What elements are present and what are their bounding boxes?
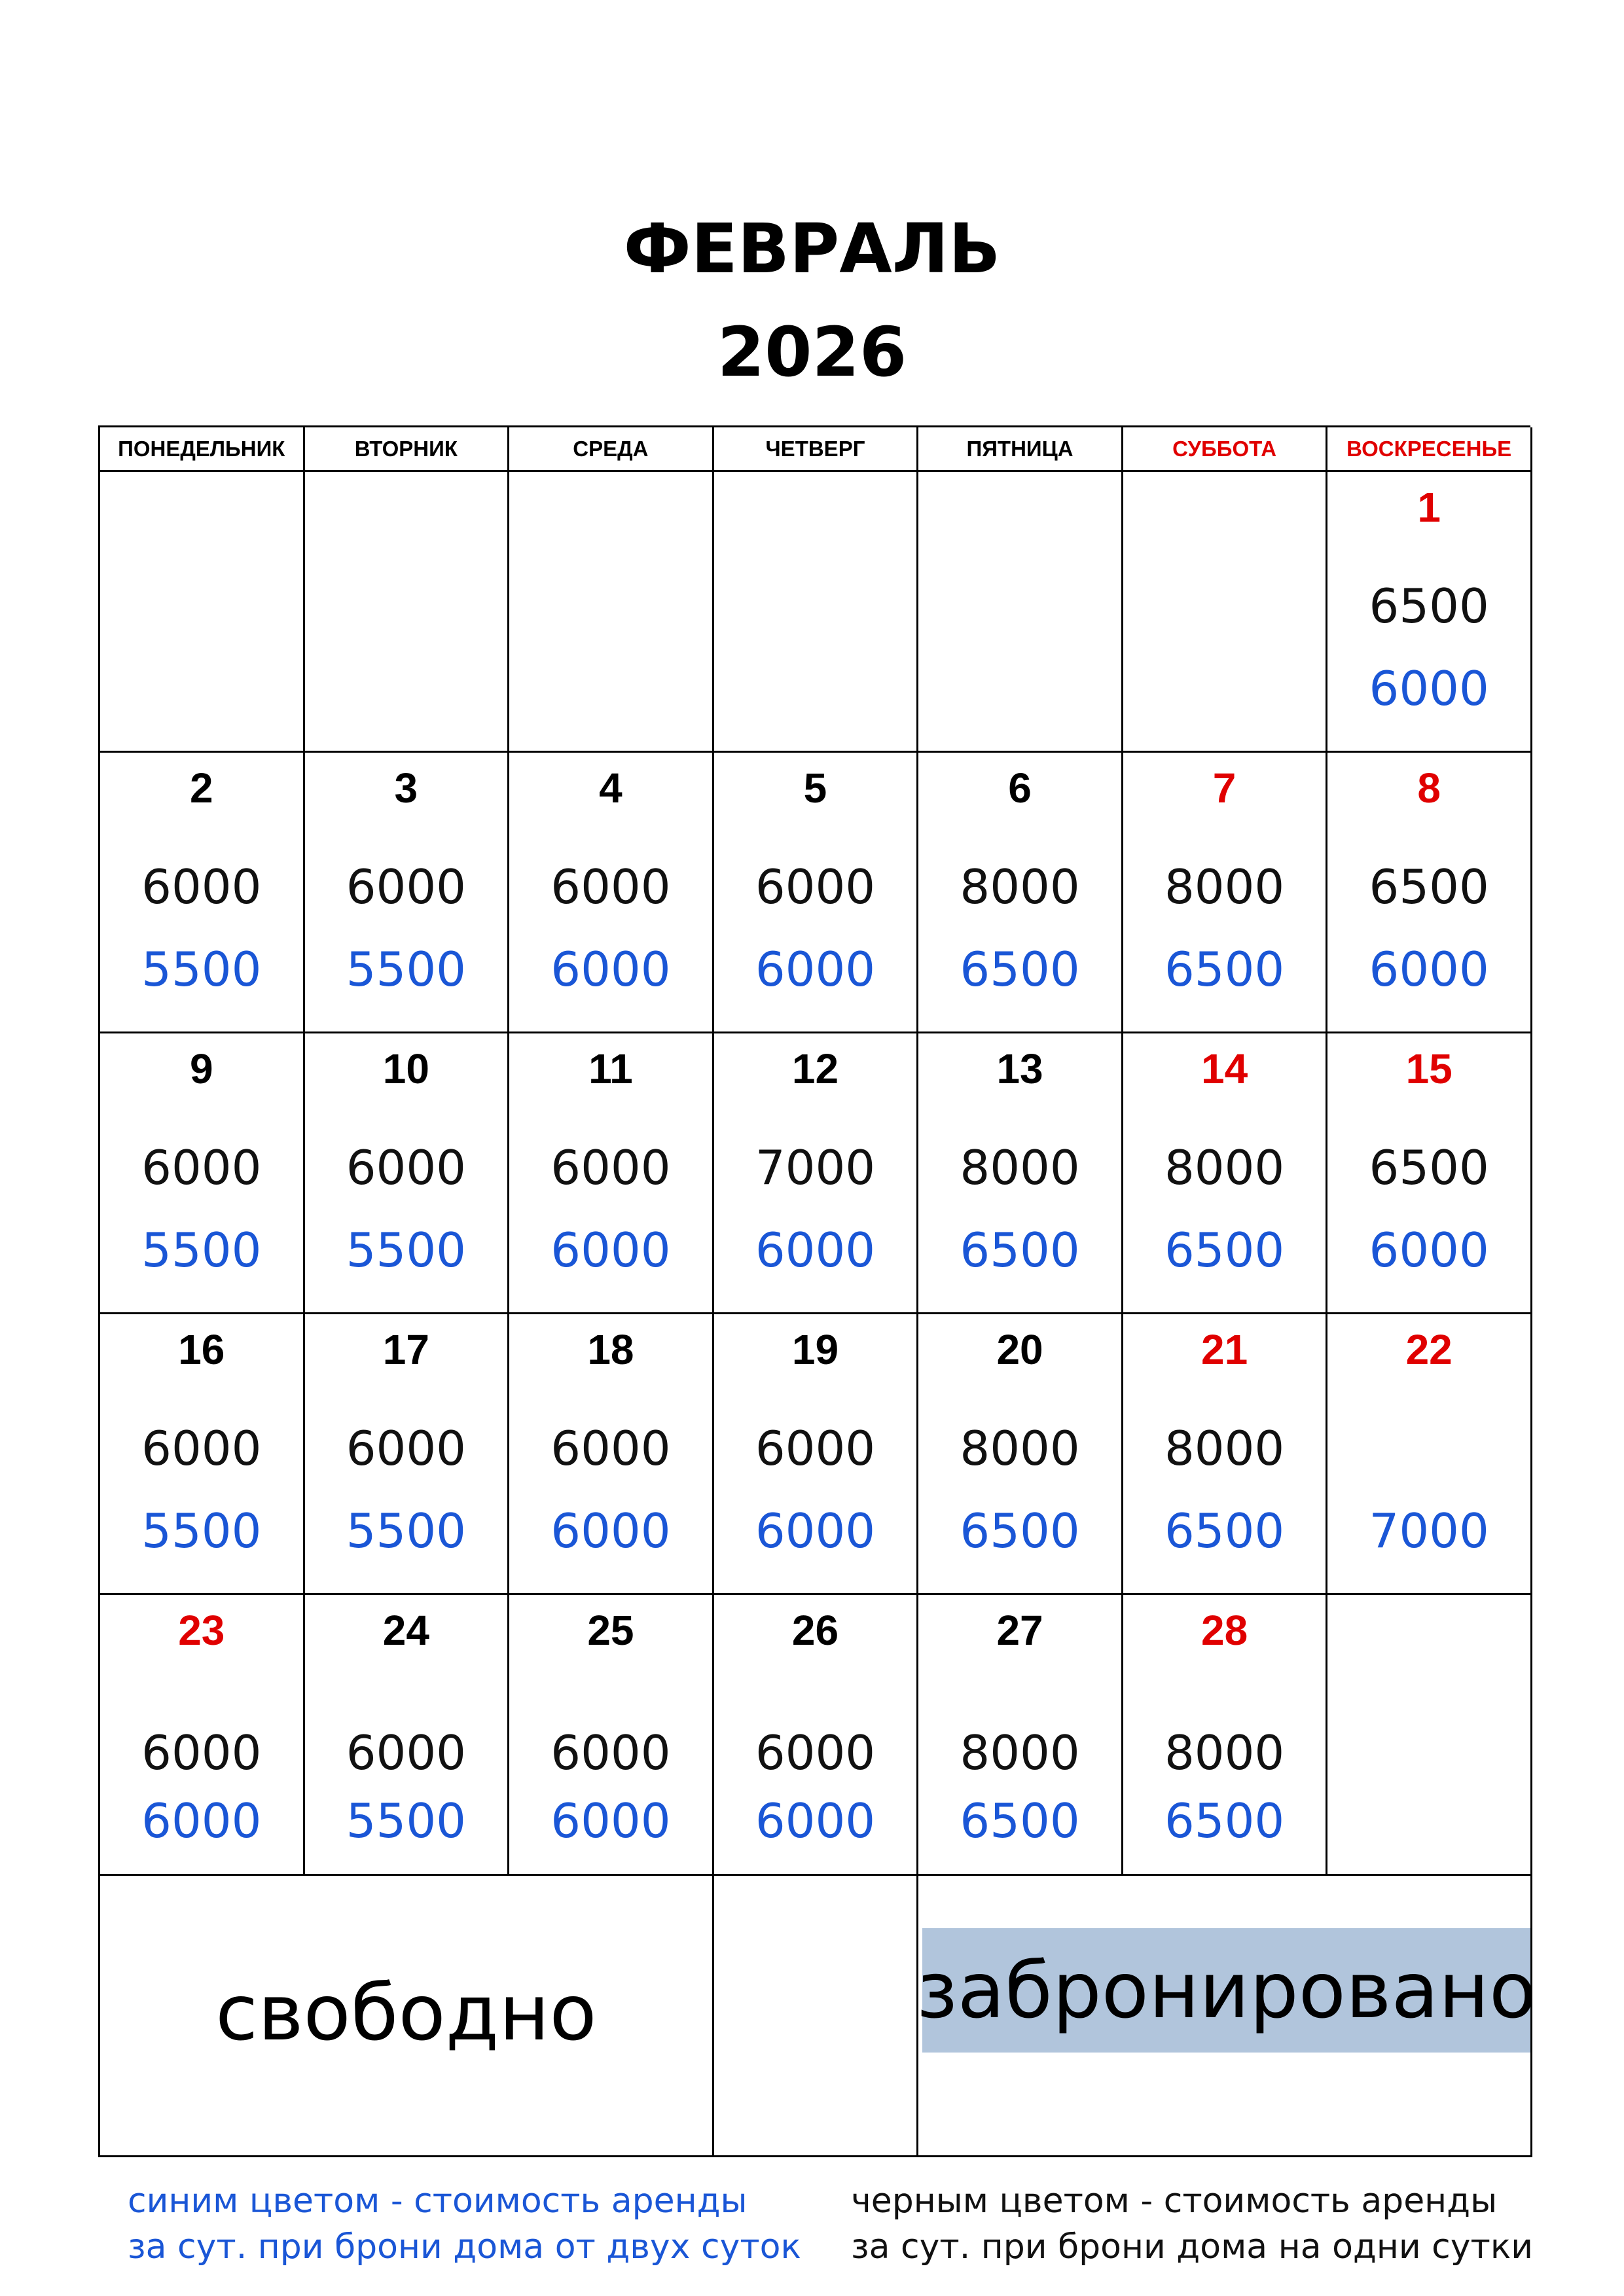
day-cell: [100, 1033, 305, 1314]
day-number: 25: [587, 1607, 634, 1654]
one-day-price: 8000: [960, 1725, 1080, 1780]
multi-day-price: 6000: [141, 1793, 262, 1848]
day-number: 17: [382, 1326, 429, 1373]
multi-day-price: 6500: [960, 1223, 1080, 1278]
day-number: 5: [803, 764, 827, 812]
day-cell: [1123, 1033, 1328, 1314]
multi-day-price: 6000: [550, 1223, 671, 1278]
one-day-price: 8000: [960, 1140, 1080, 1195]
multi-day-price: 6000: [550, 1503, 671, 1558]
week-row: [98, 753, 1530, 1033]
day-cell: [100, 1595, 305, 1876]
one-day-price: 6000: [141, 859, 262, 914]
weekday-header-cell: ЧЕТВЕРГ: [714, 427, 919, 472]
day-cell: [918, 472, 1123, 753]
one-day-price: 6000: [550, 1725, 671, 1780]
one-day-price: 8000: [1164, 1725, 1285, 1780]
note-multi-day-line2: за сут. при брони дома от двух суток: [128, 2227, 801, 2267]
day-cell: [305, 472, 510, 753]
day-number: 22: [1405, 1326, 1453, 1373]
one-day-price: 6000: [141, 1140, 262, 1195]
weekday-header-cell: СУББОТА: [1123, 427, 1328, 472]
day-cell: [100, 753, 305, 1033]
multi-day-price: 6000: [1369, 942, 1489, 997]
day-number: 26: [791, 1607, 839, 1654]
multi-day-price: 5500: [346, 942, 466, 997]
multi-day-price: 5500: [346, 1793, 466, 1848]
day-number: 7: [1212, 764, 1236, 812]
day-cell: [305, 1595, 510, 1876]
day-cell: [918, 1314, 1123, 1595]
note-one-day-line1: черным цветом - стоимость аренды: [851, 2181, 1498, 2221]
legend-booked-cell: [916, 1876, 1537, 2157]
multi-day-price: 6500: [960, 1793, 1080, 1848]
day-cell: [305, 1314, 510, 1595]
day-cell: [1327, 472, 1532, 753]
one-day-price: 6500: [1369, 1140, 1489, 1195]
weekday-header-cell: ПЯТНИЦА: [918, 427, 1123, 472]
multi-day-price: 6000: [550, 942, 671, 997]
one-day-price: 6000: [141, 1725, 262, 1780]
day-cell: [1123, 753, 1328, 1033]
day-cell: [100, 472, 305, 753]
one-day-price: 8000: [960, 1421, 1080, 1476]
one-day-price: 6000: [755, 859, 876, 914]
note-one-day: [851, 2178, 1533, 2270]
multi-day-price: 6000: [550, 1793, 671, 1848]
one-day-price: 6000: [550, 859, 671, 914]
day-cell: [305, 753, 510, 1033]
multi-day-price: 5500: [346, 1223, 466, 1278]
day-number: 15: [1405, 1045, 1453, 1092]
week-row: [98, 472, 1530, 753]
note-one-day-line2: за сут. при брони дома на одни сутки: [851, 2227, 1534, 2267]
day-number: 14: [1201, 1045, 1248, 1092]
multi-day-price: 6000: [1369, 1223, 1489, 1278]
day-number: 8: [1417, 764, 1441, 812]
day-cell: [714, 753, 919, 1033]
day-cell: [918, 1033, 1123, 1314]
multi-day-price: 5500: [141, 942, 262, 997]
multi-day-price: 6000: [755, 1223, 876, 1278]
one-day-price: 6000: [346, 1725, 466, 1780]
calendar-weeks: [98, 472, 1530, 1876]
day-number: 9: [189, 1045, 213, 1092]
multi-day-price: 5500: [141, 1503, 262, 1558]
day-number: 13: [996, 1045, 1043, 1092]
one-day-price: 6000: [346, 1421, 466, 1476]
legend-row: [98, 1876, 1537, 2157]
one-day-price: 6000: [346, 859, 466, 914]
day-number: 24: [382, 1607, 429, 1654]
day-number: 19: [791, 1326, 839, 1373]
year-title: 2026: [717, 312, 907, 392]
day-number: 3: [394, 764, 418, 812]
month-title: ФЕВРАЛЬ: [623, 209, 1001, 289]
day-number: 1: [1417, 484, 1441, 531]
day-number: 10: [382, 1045, 429, 1092]
day-number: 27: [996, 1607, 1043, 1654]
day-cell: [509, 1314, 714, 1595]
day-cell: [714, 1033, 919, 1314]
multi-day-price: 6500: [1164, 1223, 1285, 1278]
weekday-header-cell: ВТОРНИК: [305, 427, 510, 472]
day-cell: [1327, 1314, 1532, 1595]
day-cell: [1327, 753, 1532, 1033]
week-row: [98, 1595, 1530, 1876]
day-cell: [714, 472, 919, 753]
day-number: 16: [178, 1326, 225, 1373]
day-cell: [305, 1033, 510, 1314]
week-row: [98, 1314, 1530, 1595]
multi-day-price: 6000: [755, 942, 876, 997]
one-day-price: 8000: [1164, 1140, 1285, 1195]
multi-day-price: 6500: [1164, 942, 1285, 997]
day-cell: [918, 1595, 1123, 1876]
day-cell: [1327, 1595, 1532, 1876]
calendar-table: [98, 425, 1537, 2157]
day-number: 21: [1201, 1326, 1248, 1373]
one-day-price: 6000: [346, 1140, 466, 1195]
legend-spacer-cell: [714, 1876, 919, 2157]
one-day-price: 6500: [1369, 579, 1489, 634]
day-number: 20: [996, 1326, 1043, 1373]
day-number: 12: [791, 1045, 839, 1092]
day-number: 23: [178, 1607, 225, 1654]
multi-day-price: 6500: [1164, 1793, 1285, 1848]
multi-day-price: 7000: [1369, 1503, 1489, 1558]
note-multi-day: [128, 2178, 801, 2270]
day-number: 6: [1008, 764, 1032, 812]
multi-day-price: 6000: [755, 1503, 876, 1558]
weekday-header-row: [98, 425, 1530, 472]
one-day-price: 6000: [755, 1421, 876, 1476]
weekday-header-cell: СРЕДА: [509, 427, 714, 472]
weekday-header-cell: ПОНЕДЕЛЬНИК: [100, 427, 305, 472]
multi-day-price: 6500: [960, 1503, 1080, 1558]
day-cell: [509, 753, 714, 1033]
day-number: 4: [599, 764, 623, 812]
day-number: 18: [587, 1326, 634, 1373]
day-cell: [509, 1033, 714, 1314]
multi-day-price: 6000: [1369, 661, 1489, 716]
day-cell: [1123, 472, 1328, 753]
day-cell: [1123, 1314, 1328, 1595]
day-number: 2: [189, 764, 213, 812]
day-cell: [714, 1314, 919, 1595]
one-day-price: 8000: [1164, 859, 1285, 914]
day-number: 11: [588, 1045, 633, 1092]
multi-day-price: 5500: [141, 1223, 262, 1278]
multi-day-price: 6500: [1164, 1503, 1285, 1558]
legend-booked-label: забронировано: [922, 1928, 1530, 2053]
one-day-price: 6500: [1369, 859, 1489, 914]
one-day-price: 6000: [550, 1421, 671, 1476]
day-cell: [100, 1314, 305, 1595]
week-row: [98, 1033, 1530, 1314]
day-cell: [1123, 1595, 1328, 1876]
one-day-price: 8000: [960, 859, 1080, 914]
one-day-price: 6000: [141, 1421, 262, 1476]
one-day-price: 6000: [755, 1725, 876, 1780]
day-cell: [714, 1595, 919, 1876]
one-day-price: 6000: [550, 1140, 671, 1195]
day-number: 28: [1201, 1607, 1248, 1654]
note-multi-day-line1: синим цветом - стоимость аренды: [128, 2181, 748, 2221]
one-day-price: 7000: [755, 1140, 876, 1195]
day-cell: [509, 472, 714, 753]
multi-day-price: 5500: [346, 1503, 466, 1558]
multi-day-price: 6000: [755, 1793, 876, 1848]
day-cell: [918, 753, 1123, 1033]
day-cell: [1327, 1033, 1532, 1314]
legend-free-label: свободно: [100, 1876, 714, 2157]
one-day-price: 8000: [1164, 1421, 1285, 1476]
day-cell: [509, 1595, 714, 1876]
weekday-header-cell: ВОСКРЕСЕНЬЕ: [1327, 427, 1532, 472]
multi-day-price: 6500: [960, 942, 1080, 997]
